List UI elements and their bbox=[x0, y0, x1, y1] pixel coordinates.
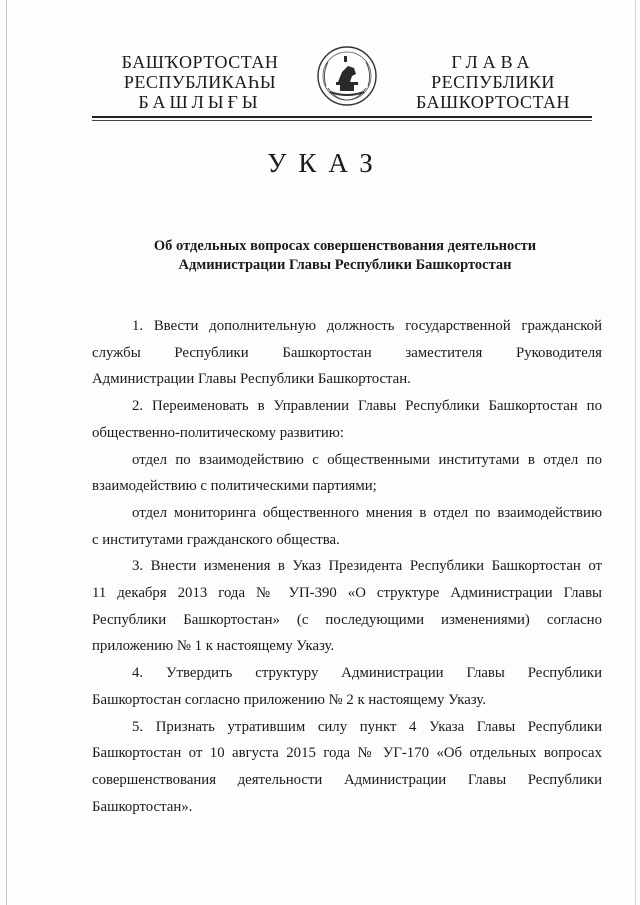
body-line: общественно-политическому развитию: bbox=[92, 424, 344, 441]
letterhead-divider bbox=[92, 116, 592, 121]
body-line: Республики Башкортостан» (с последующими изменениями) согласно bbox=[92, 611, 602, 628]
paragraph-2-item-2 bbox=[92, 500, 602, 553]
body-line: Башкортостан». bbox=[92, 798, 193, 815]
body-line: 1. Ввести дополнительную должность государственной гражданской bbox=[132, 318, 602, 334]
body-line: Башкортостан от 10 августа 2015 года № УГ-170 «Об отдельных вопросах bbox=[92, 745, 602, 762]
body-line: отдел по взаимодействию с общественными институтами в отдел по bbox=[132, 451, 602, 468]
document-subject bbox=[90, 237, 600, 275]
body-line: Администрации Главы Республики Башкортостан. bbox=[92, 371, 411, 388]
body-line: 4. Утвердить структуру Администрации Главы Республики bbox=[132, 665, 602, 682]
scan-edge-right bbox=[635, 0, 636, 905]
subject-line: Администрации Главы Республики Башкортостан bbox=[178, 257, 512, 273]
body-line: приложению № 1 к настоящему Указу. bbox=[92, 638, 335, 655]
paragraph-3 bbox=[92, 553, 602, 660]
letterhead-russian bbox=[408, 52, 578, 112]
body-line: 2. Переименовать в Управлении Главы Республики Башкортостан по bbox=[132, 398, 602, 415]
letterhead-russian-line: ГЛАВА bbox=[451, 52, 535, 72]
letterhead-russian-line: БАШКОРТОСТАН bbox=[415, 92, 571, 112]
body-line: 3. Внести изменения в Указ Президента Республики Башкортостан от bbox=[132, 558, 602, 575]
letterhead-russian-line: РЕСПУБЛИКИ bbox=[431, 72, 555, 92]
paragraph-1 bbox=[92, 313, 602, 393]
letterhead-bashkir-line: БАШҠОРТОСТАН bbox=[121, 52, 279, 72]
coat-of-arms-emblem-icon bbox=[314, 42, 380, 108]
document-body bbox=[92, 313, 602, 820]
letterhead-bashkir bbox=[110, 52, 290, 112]
body-line: совершенствования деятельности Администрации Главы Республики bbox=[92, 771, 602, 788]
body-line: отдел мониторинга общественного мнения в отдел по взаимодействию bbox=[132, 504, 602, 521]
scan-edge-left bbox=[6, 0, 7, 905]
letterhead-bashkir-line: БАШЛЫҒЫ bbox=[138, 92, 262, 112]
subject-line: Об отдельных вопросах совершенствования деятельности bbox=[153, 238, 537, 254]
paragraph-5 bbox=[92, 714, 602, 821]
document-title: УКАЗ bbox=[267, 148, 385, 178]
body-line: 11 декабря 2013 года № УП-390 «О структуре Администрации Главы bbox=[92, 585, 602, 602]
paragraph-2 bbox=[92, 393, 602, 446]
body-line: службы Республики Башкортостан заместителя Руководителя bbox=[92, 344, 602, 361]
body-line: Башкортостан согласно приложению № 2 к настоящему Указу. bbox=[92, 691, 486, 708]
body-line: взаимодействию с политическими партиями; bbox=[92, 478, 377, 495]
letterhead-bashkir-line: РЕСПУБЛИКАҺЫ bbox=[123, 72, 277, 92]
body-line: с институтами гражданского общества. bbox=[92, 531, 340, 548]
paragraph-4 bbox=[92, 660, 602, 713]
paragraph-2-item-1 bbox=[92, 447, 602, 500]
body-line: 5. Признать утратившим силу пункт 4 Указа Главы Республики bbox=[132, 718, 602, 735]
